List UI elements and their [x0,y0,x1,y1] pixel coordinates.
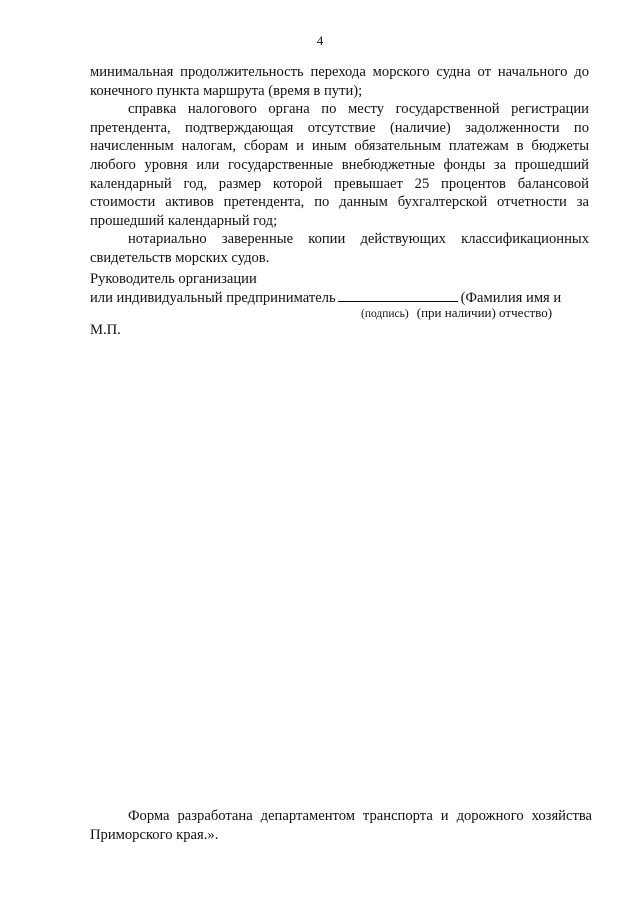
footer-note [90,807,592,845]
signature-captions [361,305,552,321]
footer-text: Форма разработана департаментом транспорта и дорожного хозяйства Приморского края.». [90,808,592,843]
body-text [90,63,589,268]
signature-name-label: (Фамилия имя и [460,289,562,306]
signature-underline [338,291,458,302]
page-number: 4 [316,33,324,48]
paragraph-tax-certificate: справка налогового органа по месту государственной регистрации претендента, подтверждающая отсутствие (наличие) задолженности по начисленным налогам, сборам и иным обязательным платежам в бюджеты любого уровня или государственные внебюджетные фонды за прошедший календарный год, размер которой превышает 25 процентов балансовой стоимости активов претендента, по данным бухгалтерской отчетности за прошедший календарный год; [90,101,589,229]
signature-block [90,270,590,307]
stamp-place-label: М.П. [90,322,121,338]
signature-caption: (подпись) [361,308,409,320]
signature-entrepreneur-label: или индивидуальный предприниматель [90,289,336,306]
signature-title-line: Руководитель организации [90,271,257,287]
paragraph-travel-time: минимальная продолжительность перехода морского судна от начального до конечного пункта маршрута (время в пути); [90,64,589,99]
name-caption: (при наличии) отчество) [416,305,553,320]
paragraph-classification-certificates: нотариально заверенные копии действующих классификационных свидетельств морских судов. [90,231,589,266]
